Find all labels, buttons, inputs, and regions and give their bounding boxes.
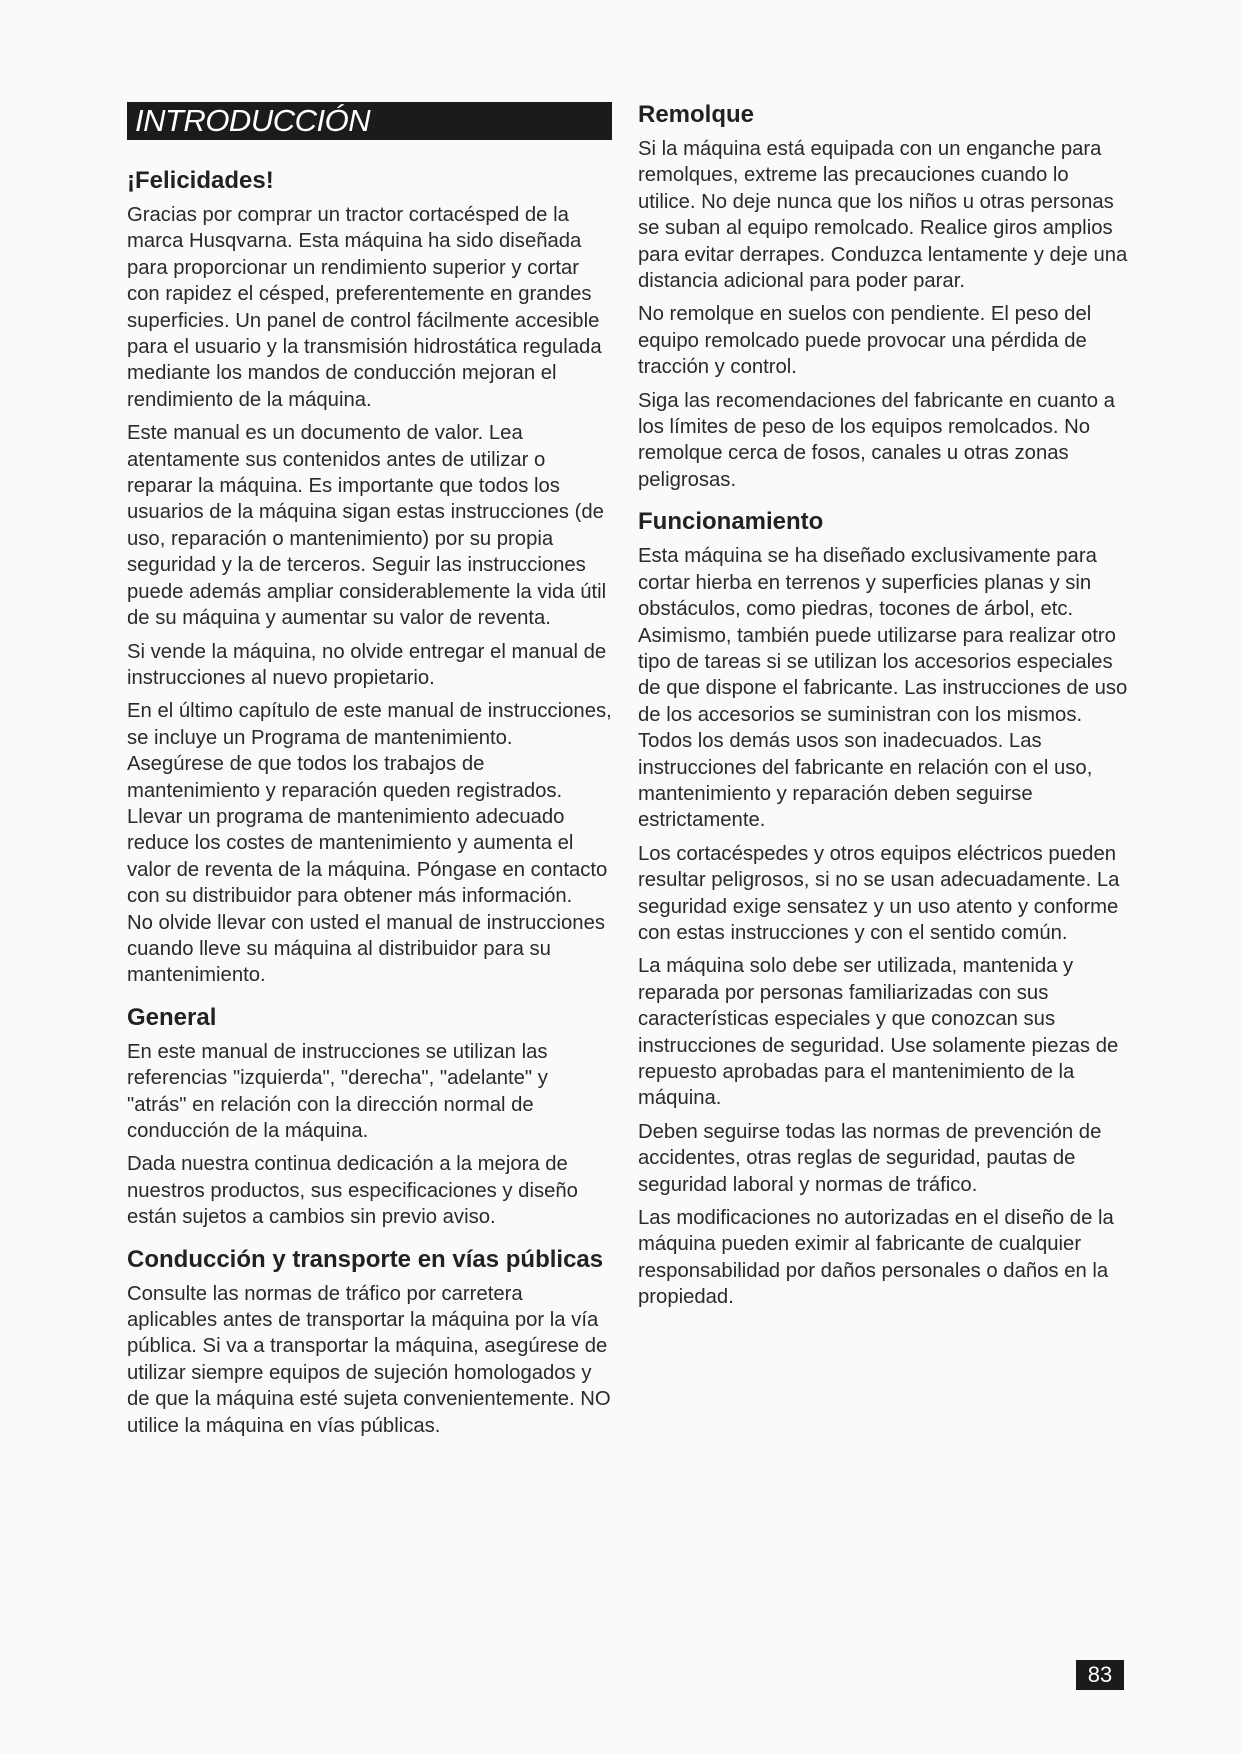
heading-general: General xyxy=(127,1003,217,1031)
paragraph: La máquina solo debe ser utilizada, mantenida y reparada por personas familiarizadas con sus características especiales y que conozcan sus instrucciones de seguridad. Use solamente piezas de repuesto aprobadas para el mantenimiento de la máquina. xyxy=(638,955,1119,1110)
paragraph: Deben seguirse todas las normas de prevención de accidentes, otras reglas de seguridad, pautas de seguridad laboral y normas de tráfico. xyxy=(638,1120,1102,1196)
paragraph: No olvide llevar con usted el manual de instrucciones cuando lleve su máquina al distribuidor para su mantenimiento. xyxy=(127,911,605,987)
page-number: 83 xyxy=(1076,1660,1124,1690)
paragraph: Este manual es un documento de valor. Lea atentamente sus contenidos antes de utilizar o reparar la máquina. Es importante que todos los usuarios de la máquina sigan estas instrucciones (de uso, reparación o mantenimiento) por su propia seguridad y la de terceros. Seguir las instrucciones puede además ampliar considerablemente la vida útil de su máquina y aumentar su valor de reventa. xyxy=(127,422,607,630)
paragraph: No remolque en suelos con pendiente. El peso del equipo remolcado puede provocar una pérdida de tracción y control. xyxy=(638,303,1092,379)
heading-conduccion: Conducción y transporte en vías públicas xyxy=(127,1245,604,1273)
heading-remolque: Remolque xyxy=(638,101,755,128)
paragraph: En el último capítulo de este manual de instrucciones, se incluye un Programa de mantenimiento. Asegúrese de que todos los trabajos de mantenimiento y reparación queden registrados. Llevar un programa de mantenimiento adecuado reduce los costes de mantenimiento y aumenta el valor de reventa de la máquina. Póngase en contacto con su distribuidor para obtener más información. xyxy=(127,700,612,908)
paragraph: Las modificaciones no autorizadas en el diseño de la máquina pueden eximir al fabricante de cualquier responsabilidad por daños personales o daños en la propiedad. xyxy=(638,1207,1114,1309)
paragraph: Esta máquina se ha diseñado exclusivamente para cortar hierba en terrenos y superficies planas y sin obstáculos, como piedras, tocones de árbol, etc. Asimismo, también puede utilizarse para realizar otro tipo de tareas si se utilizan los accesorios especiales de que dispone el fabricante. Las instrucciones de uso de los accesorios se suministran con los mismos. Todos los demás usos son inadecuados. Las instrucciones del fabricante en relación con el uso, mantenimiento y reparación deben seguirse estrictamente. xyxy=(638,545,1128,832)
paragraph: Si vende la máquina, no olvide entregar el manual de instrucciones al nuevo propietario. xyxy=(127,640,607,689)
paragraph: Los cortacéspedes y otros equipos eléctricos pueden resultar peligrosos, si no se usan adecuadamente. La seguridad exige sensatez y un uso atento y conforme con estas instrucciones y con el sentido común. xyxy=(638,842,1120,944)
heading-funcionamiento: Funcionamiento xyxy=(638,508,824,536)
left-column xyxy=(127,102,612,1446)
right-column xyxy=(638,100,1130,1318)
paragraph: Dada nuestra continua dedicación a la mejora de nuestros productos, sus especificaciones y diseño están sujetos a cambios sin previo aviso. xyxy=(127,1153,578,1229)
paragraph: Consulte las normas de tráfico por carretera aplicables antes de transportar la máquina por la vía pública. Si va a transportar la máquina, asegúrese de utilizar siempre equipos de sujeción homologados y de que la máquina esté sujeta convenientemente. NO utilice la máquina en vías públicas. xyxy=(127,1282,611,1437)
paragraph: Gracias por comprar un tractor cortacésped de la marca Husqvarna. Esta máquina ha sido diseñada para proporcionar un rendimiento superior y cortar con rapidez el césped, preferentemente en grandes superficies. Un panel de control fácilmente accesible para el usuario y la transmisión hidrostática regulada mediante los mandos de conducción mejoran el rendimiento de la máquina. xyxy=(127,204,602,411)
paragraph: Si la máquina está equipada con un enganche para remolques, extreme las precauciones cuando lo utilice. No deje nunca que los niños u otras personas se suban al equipo remolcado. Realice giros amplios para evitar derrapes. Conduzca lentamente y deje una distancia adicional para poder parar. xyxy=(638,138,1128,293)
paragraph: Siga las recomendaciones del fabricante en cuanto a los límites de peso de los equipos remolcados. No remolque cerca de fosos, canales u otras zonas peligrosas. xyxy=(638,389,1115,491)
paragraph: En este manual de instrucciones se utilizan las referencias "izquierda", "derecha", "adelante" y "atrás" en relación con la dirección normal de conducción de la máquina. xyxy=(127,1040,548,1142)
heading-felicidades: ¡Felicidades! xyxy=(127,167,274,194)
section-banner: INTRODUCCIÓN xyxy=(127,102,612,140)
